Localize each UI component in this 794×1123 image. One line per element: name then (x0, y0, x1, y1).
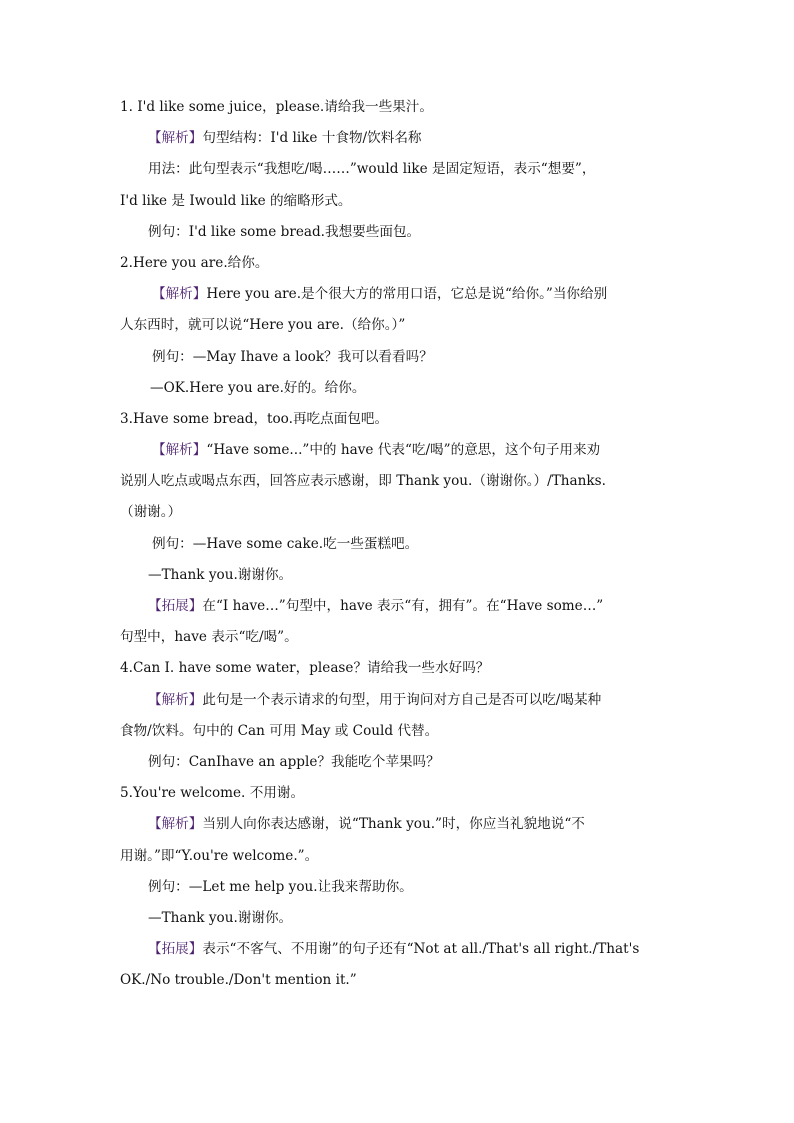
example-line: 例句：—May Ihave a look？我可以看看吗？ (152, 348, 433, 365)
example-reply-line: —Thank you.谢谢你。 (148, 566, 293, 583)
analysis-line-cont: （谢谢。） (120, 504, 182, 521)
analysis-line-cont: 食物/饮料。句中的 Can 可用 May 或 Could 代替。 (120, 722, 439, 739)
usage-line-cont: I'd like 是 Iwould like 的缩略形式。 (120, 192, 352, 209)
analysis-line: 【解析】当别人向你表达感谢，说“Thank you.”时，你应当礼貌地说“不 (148, 816, 585, 833)
example-line: 例句：CanIhave an apple？我能吃个苹果吗？ (148, 753, 440, 770)
analysis-tag: 【解析】 (148, 816, 203, 833)
item-heading-2: 2.Here you are.给你。 (120, 254, 269, 271)
analysis-line: 【解析】Here you are.是个很大方的常用口语，它总是说“给你。”当你给别 (152, 286, 608, 303)
usage-line: 用法：此句型表示“我想吃/喝……”would like 是固定短语，表示“想要”， (148, 161, 596, 178)
example-reply-line: —Thank you.谢谢你。 (148, 909, 293, 926)
example-reply-line: —OK.Here you are.好的。给你。 (150, 379, 366, 396)
item-heading-5: 5.You're welcome. 不用谢。 (120, 785, 305, 802)
analysis-line: 【解析】“Have some...”中的 have 代表“吃/喝”的意思，这个句子用来劝 (152, 442, 601, 459)
example-line: 例句：I'd like some bread.我想要些面包。 (148, 223, 421, 240)
analysis-line-cont: 用谢。”即“Y.ou're welcome.”。 (120, 847, 319, 864)
item-heading-3: 3.Have some bread，too.再吃点面包吧。 (120, 410, 389, 427)
extension-line: 【拓展】在“I have…”句型中，have 表示“有，拥有”。在“Have some…” (148, 598, 604, 614)
extension-line-cont: 句型中，have 表示“吃/喝”。 (120, 629, 298, 646)
example-line: 例句：—Let me help you.让我来帮助你。 (148, 878, 413, 895)
extension-tag: 【拓展】 (148, 598, 203, 614)
document-page (120, 92, 680, 996)
analysis-tag: 【解析】 (148, 130, 203, 147)
item-heading-1: 1. I'd like some juice，please.请给我一些果汁。 (120, 99, 433, 115)
analysis-line-cont: 说别人吃点或喝点东西，回答应表示感谢，即 Thank you.（谢谢你。）/Thanks. (120, 473, 606, 490)
analysis-tag: 【解析】 (148, 691, 203, 708)
analysis-line: 【解析】此句是一个表示请求的句型，用于询问对方自己是否可以吃/喝某种 (148, 691, 602, 708)
analysis-tag: 【解析】 (152, 286, 207, 303)
analysis-tag: 【解析】 (152, 442, 207, 459)
example-line: 例句：—Have some cake.吃一些蛋糕吧。 (152, 535, 419, 552)
analysis-line-cont: 人东西时，就可以说“Here you are.（给你。）” (120, 317, 406, 334)
analysis-line: 【解析】句型结构：I'd like 十食物/饮料名称 (148, 130, 422, 147)
extension-line-cont: OK./No trouble./Don't mention it.” (120, 972, 357, 989)
item-heading-4: 4.Can I. have some water，please？请给我一些水好吗？ (120, 660, 490, 677)
extension-line: 【拓展】表示“不客气、不用谢”的句子还有“Not at all./That's all right./That's (148, 941, 640, 958)
extension-tag: 【拓展】 (148, 941, 203, 958)
